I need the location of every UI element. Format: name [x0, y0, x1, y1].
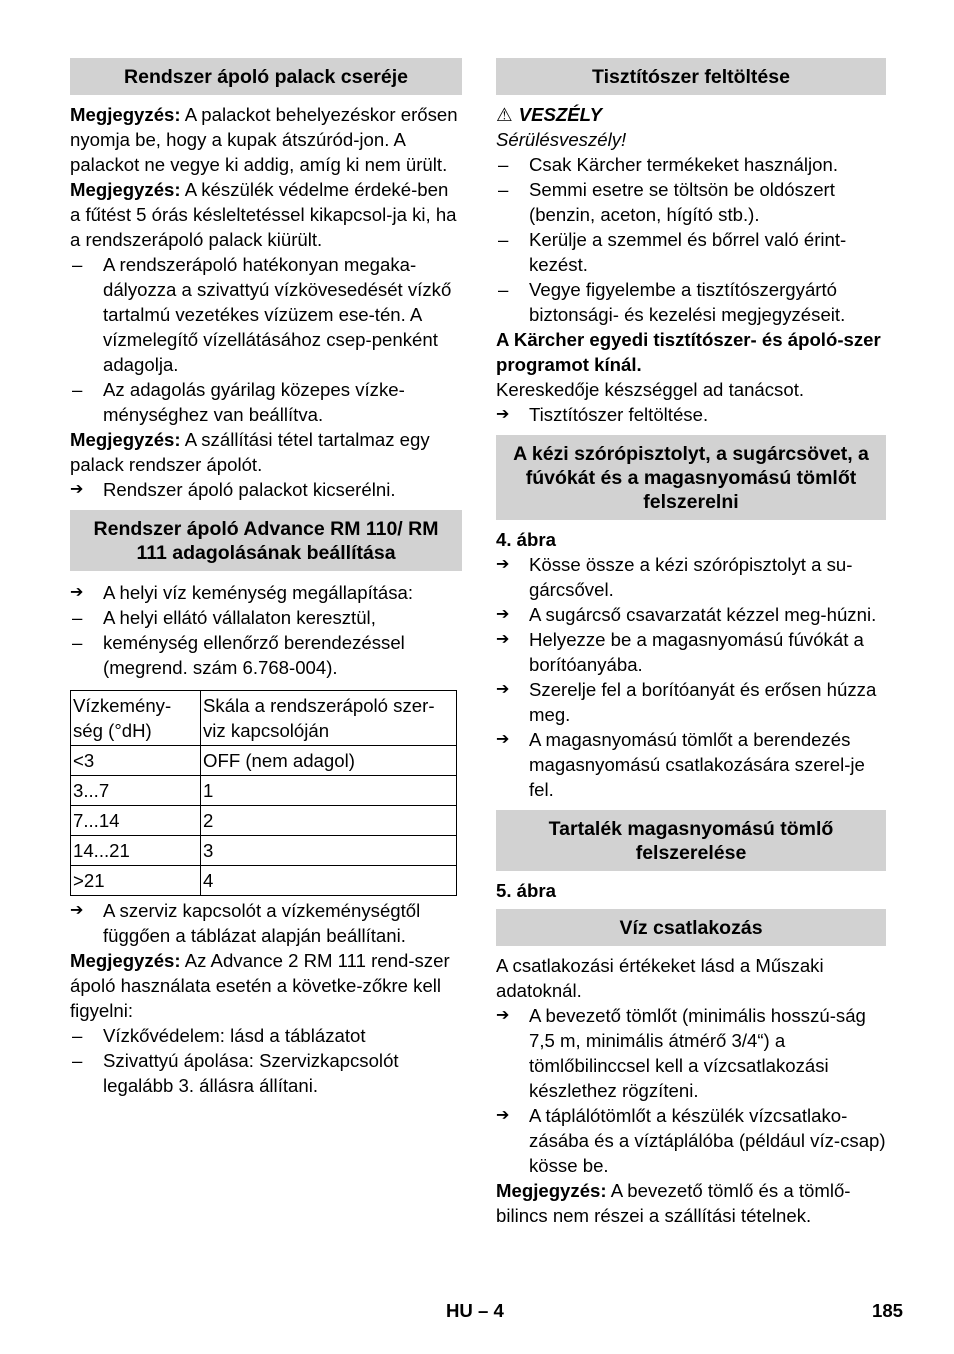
figure-ref-5: 5. ábra [496, 880, 556, 901]
dealer-advice: Kereskedője készséggel ad tanácsot. [496, 379, 805, 400]
arrow-item: ➔ A bevezető tömlőt (minimális hosszú-ság 7,5 m, minimális átmérő 3/4“) a tömlőbilinccsel kell a vízcsatlakozási készlethez rögzíteni. [496, 1005, 866, 1101]
arrow-right-icon: ➔ [70, 902, 84, 919]
table-row [71, 806, 457, 836]
arrow-right-icon: ➔ [496, 631, 510, 648]
table-cell: >21 [71, 866, 201, 896]
note-delivery: Megjegyzés: A szállítási tétel tartalmaz egy palack rendszer ápolót. [70, 429, 430, 475]
note-insert-bottle: Megjegyzés: A palackot behelyezéskor erősen nyomja be, hogy a kupak átszúród-jon. A palackot ne vegye ki addig, amíg ki nem ürült. [70, 104, 458, 175]
table-header-cell: Skála a rendszerápoló szer-viz kapcsolóján [201, 691, 457, 746]
dash-item: – Vegye figyelembe a tisztítószergyártó biztonsági- és kezelési megjegyzéseit. [498, 279, 846, 325]
connection-values: A csatlakozási értékeket lásd a Műszaki adatoknál. [496, 955, 824, 1001]
arrow-item: ➔ A szerviz kapcsolót a vízkeménységtől függően a táblázat alapján beállítani. [70, 900, 421, 946]
figure-ref-4: 4. ábra [496, 529, 556, 550]
footer-section: HU – 4 [446, 1300, 504, 1321]
arrow-right-icon: ➔ [496, 606, 510, 623]
page-number: 185 [872, 1300, 904, 1321]
heading-detergent-fill: Tisztítószer feltöltése [496, 58, 886, 95]
table-row [71, 746, 457, 776]
program-offer: A Kärcher egyedi tisztítószer- és ápoló-szer programot kínál. [496, 329, 881, 375]
dash-item: – Semmi esetre se töltsön be oldószert (benzin, aceton, hígító stb.). [498, 179, 835, 225]
arrow-item: ➔ Szerelje fel a borítóanyát és erősen húzza meg. [496, 679, 877, 725]
left-column [70, 58, 462, 1098]
table-header-cell: Vízkemény-ség (°dH) [71, 691, 201, 746]
table-cell: OFF (nem adagol) [201, 746, 457, 776]
arrow-item: ➔ Helyezze be a magasnyomású fúvókát a borítóanyába. [496, 629, 864, 675]
table-cell: 7...14 [71, 806, 201, 836]
heading-spare-hose: Tartalék magasnyomású tömlő felszerelése [496, 810, 886, 871]
dash-item: – Az adagolás gyárilag közepes vízke-ménységhez van beállítva. [72, 379, 405, 425]
arrow-right-icon: ➔ [496, 406, 510, 423]
table-cell: 3...7 [71, 776, 201, 806]
heading-assemble-gun: A kézi szórópisztolyt, a sugárcsövet, a fúvókát és a magasnyomású tömlőt felszerelni [496, 435, 886, 520]
dash-item: – Kerülje a szemmel és bőrrel való érint-kezést. [498, 229, 847, 275]
arrow-right-icon: ➔ [496, 681, 510, 698]
water-hardness-table [70, 690, 457, 896]
arrow-right-icon: ➔ [496, 1007, 510, 1024]
table-row [71, 866, 457, 896]
arrow-item: ➔ A táplálótömlőt a készülék vízcsatlako-zásába és a víztáplálóba (például víz-csap) kösse be. [496, 1105, 886, 1176]
table-cell: <3 [71, 746, 201, 776]
table-cell: 3 [201, 836, 457, 866]
right-column [496, 58, 886, 1228]
dash-item: – keménység ellenőrző berendezéssel (megrend. szám 6.768-004). [72, 632, 405, 678]
heading-system-care-bottle: Rendszer ápoló palack cseréje [70, 58, 462, 95]
note-advance: Megjegyzés: Az Advance 2 RM 111 rend-szer ápoló használata esetén a követke-zőkre kell figyelni: [70, 950, 450, 1021]
note-hose-not-included: Megjegyzés: A bevezető tömlő és a tömlő-bilincs nem részei a szállítási tételnek. [496, 1180, 851, 1226]
danger-title: ⚠ VESZÉLY [496, 104, 603, 125]
dash-item: – Szivattyú ápolása: Szervizkapcsolót legalább 3. állásra állítani. [72, 1050, 399, 1096]
dash-item: – A helyi ellátó vállalaton keresztül, [72, 607, 376, 628]
table-cell: 4 [201, 866, 457, 896]
table-header-row [71, 691, 457, 746]
arrow-item: ➔ A magasnyomású tömlőt a berendezés magasnyomású csatlakozására szerel-je fel. [496, 729, 865, 800]
dash-item: – Vízkővédelem: lásd a táblázatot [72, 1025, 366, 1046]
dash-item: – Csak Kärcher termékeket használjon. [498, 154, 839, 175]
table-row [71, 836, 457, 866]
arrow-right-icon: ➔ [496, 731, 510, 748]
arrow-item: ➔ Kösse össze a kézi szórópisztolyt a su-gárcsővel. [496, 554, 853, 600]
arrow-item: ➔ A sugárcső csavarzatát kézzel meg-húzni. [496, 604, 877, 625]
table-cell: 14...21 [71, 836, 201, 866]
table-cell: 1 [201, 776, 457, 806]
danger-subtitle: Sérülésveszély! [496, 129, 627, 150]
arrow-item: ➔ A helyi víz keménység megállapítása: [70, 582, 414, 603]
dash-item: – A rendszerápoló hatékonyan megaka-dályozza a szivattyú vízkövesedését vízkő tartalmú vezetékes vízüzem ese-tén. A vízmelegítő vízellátásához csep-penként adagolja. [72, 254, 452, 375]
warning-triangle-icon: ⚠ [496, 104, 513, 125]
note-heating-delay: Megjegyzés: A készülék védelme érdeké-ben a fűtést 5 órás késleltetéssel kikapcsol-ja ki, ha a rendszerápoló palack kiürült. [70, 179, 457, 250]
table-row [71, 776, 457, 806]
arrow-item: ➔ Rendszer ápoló palackot kicserélni. [70, 479, 396, 500]
arrow-right-icon: ➔ [70, 584, 84, 601]
heading-dosage-setting: Rendszer ápoló Advance RM 110/ RM 111 adagolásának beállítása [70, 510, 462, 571]
heading-water-connection: Víz csatlakozás [496, 909, 886, 946]
arrow-item: ➔ Tisztítószer feltöltése. [496, 404, 709, 425]
table-cell: 2 [201, 806, 457, 836]
arrow-right-icon: ➔ [70, 481, 84, 498]
arrow-right-icon: ➔ [496, 556, 510, 573]
arrow-right-icon: ➔ [496, 1107, 510, 1124]
